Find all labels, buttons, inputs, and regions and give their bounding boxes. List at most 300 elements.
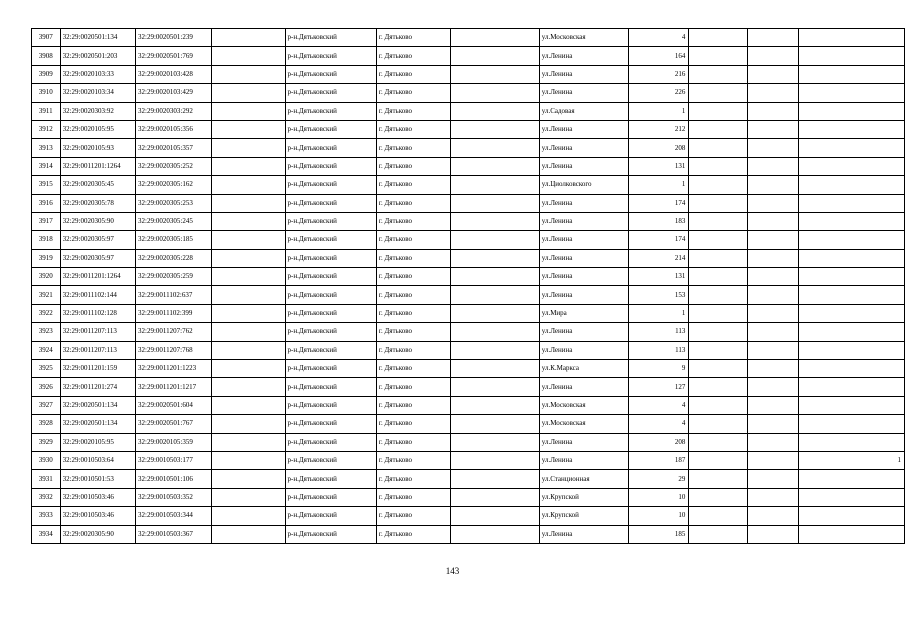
row-number-cell: 3922 xyxy=(32,304,61,322)
blank-cell-cell xyxy=(451,212,539,230)
cadastral-number-cell: 32:29:0020103:34 xyxy=(60,84,135,102)
blank-cell-cell xyxy=(689,157,748,175)
blank-cell-cell xyxy=(748,378,799,396)
cadastral-number-cell: 32:29:0020501:203 xyxy=(60,47,135,65)
table-row xyxy=(32,525,905,543)
house-number-cell: 226 xyxy=(629,84,689,102)
street-cell: ул.Крупской xyxy=(539,488,629,506)
blank-cell-cell xyxy=(212,304,285,322)
blank-cell-cell xyxy=(748,470,799,488)
street-cell: ул.Ленина xyxy=(539,231,629,249)
street-cell: ул.Ленина xyxy=(539,341,629,359)
page-number: 143 xyxy=(445,566,460,576)
house-number-cell: 10 xyxy=(629,488,689,506)
house-number-cell: 208 xyxy=(629,433,689,451)
table-row xyxy=(32,304,905,322)
object-cadastral-number-cell: 32:29:0020305:228 xyxy=(136,249,212,267)
object-cadastral-number-cell: 32:29:0011102:637 xyxy=(136,286,212,304)
blank-cell-cell xyxy=(748,304,799,322)
district-cell: р-н.Дятьковский xyxy=(285,47,376,65)
object-cadastral-number-cell: 32:29:0020501:769 xyxy=(136,47,212,65)
street-cell: ул.Ленина xyxy=(539,139,629,157)
blank-cell-cell xyxy=(689,507,748,525)
row-number-cell: 3932 xyxy=(32,488,61,506)
row-number-cell: 3907 xyxy=(32,29,61,47)
street-cell: ул.Ленина xyxy=(539,286,629,304)
flag-value-cell xyxy=(799,433,905,451)
cadastral-number-cell: 32:29:0020305:97 xyxy=(60,249,135,267)
object-cadastral-number-cell: 32:29:0020105:359 xyxy=(136,433,212,451)
cadastral-number-cell: 32:29:0020105:95 xyxy=(60,120,135,138)
blank-cell-cell xyxy=(748,415,799,433)
row-number-cell: 3909 xyxy=(32,65,61,83)
blank-cell-cell xyxy=(212,268,285,286)
blank-cell-cell xyxy=(451,120,539,138)
blank-cell-cell xyxy=(748,488,799,506)
blank-cell-cell xyxy=(689,470,748,488)
object-cadastral-number-cell: 32:29:0020305:162 xyxy=(136,176,212,194)
city-cell: г. Дятьково xyxy=(376,139,450,157)
blank-cell-cell xyxy=(689,286,748,304)
blank-cell-cell xyxy=(748,341,799,359)
blank-cell-cell xyxy=(212,396,285,414)
district-cell: р-н.Дятьковский xyxy=(285,396,376,414)
blank-cell-cell xyxy=(212,451,285,469)
table-row xyxy=(32,378,905,396)
cadastral-number-cell: 32:29:0011102:128 xyxy=(60,304,135,322)
blank-cell-cell xyxy=(451,378,539,396)
city-cell: г. Дятьково xyxy=(376,231,450,249)
blank-cell-cell xyxy=(748,212,799,230)
house-number-cell: 208 xyxy=(629,139,689,157)
house-number-cell: 174 xyxy=(629,194,689,212)
row-number-cell: 3927 xyxy=(32,396,61,414)
cadastral-number-cell: 32:29:0011201:274 xyxy=(60,378,135,396)
table-row xyxy=(32,451,905,469)
table-row xyxy=(32,120,905,138)
object-cadastral-number-cell: 32:29:0011201:1223 xyxy=(136,360,212,378)
table-row xyxy=(32,249,905,267)
blank-cell-cell xyxy=(689,525,748,543)
row-number-cell: 3910 xyxy=(32,84,61,102)
blank-cell-cell xyxy=(451,488,539,506)
table-row xyxy=(32,139,905,157)
blank-cell-cell xyxy=(451,249,539,267)
row-number-cell: 3908 xyxy=(32,47,61,65)
blank-cell-cell xyxy=(212,525,285,543)
city-cell: г. Дятьково xyxy=(376,102,450,120)
house-number-cell: 187 xyxy=(629,451,689,469)
blank-cell-cell xyxy=(451,231,539,249)
cadastral-number-cell: 32:29:0020305:90 xyxy=(60,212,135,230)
object-cadastral-number-cell: 32:29:0020105:357 xyxy=(136,139,212,157)
street-cell: ул.Ленина xyxy=(539,120,629,138)
street-cell: ул.К.Маркса xyxy=(539,360,629,378)
city-cell: г. Дятьково xyxy=(376,249,450,267)
flag-value-cell xyxy=(799,102,905,120)
street-cell: ул.Ленина xyxy=(539,433,629,451)
district-cell: р-н.Дятьковский xyxy=(285,415,376,433)
object-cadastral-number-cell: 32:29:0020305:259 xyxy=(136,268,212,286)
district-cell: р-н.Дятьковский xyxy=(285,360,376,378)
blank-cell-cell xyxy=(689,360,748,378)
blank-cell-cell xyxy=(689,249,748,267)
house-number-cell: 1 xyxy=(629,176,689,194)
district-cell: р-н.Дятьковский xyxy=(285,470,376,488)
city-cell: г. Дятьково xyxy=(376,525,450,543)
blank-cell-cell xyxy=(212,47,285,65)
blank-cell-cell xyxy=(451,360,539,378)
blank-cell-cell xyxy=(212,65,285,83)
blank-cell-cell xyxy=(451,268,539,286)
flag-value-cell xyxy=(799,507,905,525)
cadastral-number-cell: 32:29:0020305:45 xyxy=(60,176,135,194)
street-cell: ул.Московская xyxy=(539,396,629,414)
row-number-cell: 3916 xyxy=(32,194,61,212)
city-cell: г. Дятьково xyxy=(376,47,450,65)
street-cell: ул.Ленина xyxy=(539,194,629,212)
house-number-cell: 4 xyxy=(629,396,689,414)
blank-cell-cell xyxy=(689,304,748,322)
object-cadastral-number-cell: 32:29:0011102:399 xyxy=(136,304,212,322)
district-cell: р-н.Дятьковский xyxy=(285,286,376,304)
table-row xyxy=(32,29,905,47)
flag-value-cell xyxy=(799,47,905,65)
blank-cell-cell xyxy=(748,249,799,267)
blank-cell-cell xyxy=(212,157,285,175)
blank-cell-cell xyxy=(212,470,285,488)
blank-cell-cell xyxy=(689,120,748,138)
table-row xyxy=(32,176,905,194)
row-number-cell: 3925 xyxy=(32,360,61,378)
street-cell: ул.Ленина xyxy=(539,65,629,83)
table-row xyxy=(32,396,905,414)
blank-cell-cell xyxy=(212,120,285,138)
house-number-cell: 212 xyxy=(629,120,689,138)
blank-cell-cell xyxy=(212,139,285,157)
table-row xyxy=(32,286,905,304)
street-cell: ул.Ленина xyxy=(539,84,629,102)
house-number-cell: 164 xyxy=(629,47,689,65)
cadastral-number-cell: 32:29:0020105:95 xyxy=(60,433,135,451)
street-cell: ул.Ленина xyxy=(539,451,629,469)
blank-cell-cell xyxy=(451,341,539,359)
blank-cell-cell xyxy=(212,212,285,230)
street-cell: ул.Мира xyxy=(539,304,629,322)
city-cell: г. Дятьково xyxy=(376,451,450,469)
table-row xyxy=(32,212,905,230)
blank-cell-cell xyxy=(689,415,748,433)
blank-cell-cell xyxy=(748,102,799,120)
row-number-cell: 3921 xyxy=(32,286,61,304)
table-row xyxy=(32,470,905,488)
registry-table xyxy=(31,28,905,544)
house-number-cell: 1 xyxy=(629,102,689,120)
city-cell: г. Дятьково xyxy=(376,212,450,230)
blank-cell-cell xyxy=(451,286,539,304)
table-row xyxy=(32,194,905,212)
city-cell: г. Дятьково xyxy=(376,507,450,525)
object-cadastral-number-cell: 32:29:0020501:239 xyxy=(136,29,212,47)
object-cadastral-number-cell: 32:29:0020105:356 xyxy=(136,120,212,138)
blank-cell-cell xyxy=(689,47,748,65)
object-cadastral-number-cell: 32:29:0020305:185 xyxy=(136,231,212,249)
street-cell: ул.Ленина xyxy=(539,47,629,65)
flag-value-cell xyxy=(799,194,905,212)
house-number-cell: 4 xyxy=(629,415,689,433)
blank-cell-cell xyxy=(451,396,539,414)
blank-cell-cell xyxy=(689,176,748,194)
object-cadastral-number-cell: 32:29:0011207:762 xyxy=(136,323,212,341)
object-cadastral-number-cell: 32:29:0010501:106 xyxy=(136,470,212,488)
cadastral-number-cell: 32:29:0011201:1264 xyxy=(60,268,135,286)
street-cell: ул.Ленина xyxy=(539,525,629,543)
blank-cell-cell xyxy=(689,451,748,469)
city-cell: г. Дятьково xyxy=(376,194,450,212)
row-number-cell: 3915 xyxy=(32,176,61,194)
row-number-cell: 3926 xyxy=(32,378,61,396)
blank-cell-cell xyxy=(689,323,748,341)
district-cell: р-н.Дятьковский xyxy=(285,65,376,83)
district-cell: р-н.Дятьковский xyxy=(285,139,376,157)
blank-cell-cell xyxy=(748,139,799,157)
blank-cell-cell xyxy=(212,194,285,212)
flag-value-cell xyxy=(799,415,905,433)
flag-value-cell xyxy=(799,212,905,230)
city-cell: г. Дятьково xyxy=(376,304,450,322)
flag-value-cell: 1 xyxy=(799,451,905,469)
blank-cell-cell xyxy=(689,268,748,286)
blank-cell-cell xyxy=(748,360,799,378)
district-cell: р-н.Дятьковский xyxy=(285,157,376,175)
table-row xyxy=(32,341,905,359)
flag-value-cell xyxy=(799,231,905,249)
blank-cell-cell xyxy=(212,84,285,102)
table-row xyxy=(32,157,905,175)
blank-cell-cell xyxy=(689,139,748,157)
row-number-cell: 3934 xyxy=(32,525,61,543)
street-cell: ул.Садовая xyxy=(539,102,629,120)
cadastral-number-cell: 32:29:0020105:93 xyxy=(60,139,135,157)
cadastral-number-cell: 32:29:0020501:134 xyxy=(60,415,135,433)
district-cell: р-н.Дятьковский xyxy=(285,102,376,120)
blank-cell-cell xyxy=(212,29,285,47)
blank-cell-cell xyxy=(451,84,539,102)
table-row xyxy=(32,507,905,525)
blank-cell-cell xyxy=(451,65,539,83)
street-cell: ул.Московская xyxy=(539,29,629,47)
district-cell: р-н.Дятьковский xyxy=(285,212,376,230)
blank-cell-cell xyxy=(689,65,748,83)
district-cell: р-н.Дятьковский xyxy=(285,323,376,341)
city-cell: г. Дятьково xyxy=(376,488,450,506)
blank-cell-cell xyxy=(748,65,799,83)
blank-cell-cell xyxy=(748,157,799,175)
blank-cell-cell xyxy=(212,415,285,433)
blank-cell-cell xyxy=(451,194,539,212)
district-cell: р-н.Дятьковский xyxy=(285,525,376,543)
district-cell: р-н.Дятьковский xyxy=(285,194,376,212)
cadastral-number-cell: 32:29:0011201:1264 xyxy=(60,157,135,175)
street-cell: ул.Крупской xyxy=(539,507,629,525)
street-cell: ул.Станционная xyxy=(539,470,629,488)
blank-cell-cell xyxy=(689,29,748,47)
row-number-cell: 3931 xyxy=(32,470,61,488)
flag-value-cell xyxy=(799,268,905,286)
blank-cell-cell xyxy=(451,433,539,451)
object-cadastral-number-cell: 32:29:0020305:252 xyxy=(136,157,212,175)
city-cell: г. Дятьково xyxy=(376,415,450,433)
city-cell: г. Дятьково xyxy=(376,29,450,47)
house-number-cell: 113 xyxy=(629,323,689,341)
blank-cell-cell xyxy=(451,157,539,175)
flag-value-cell xyxy=(799,341,905,359)
street-cell: ул.Циолковского xyxy=(539,176,629,194)
house-number-cell: 9 xyxy=(629,360,689,378)
blank-cell-cell xyxy=(212,102,285,120)
house-number-cell: 153 xyxy=(629,286,689,304)
city-cell: г. Дятьково xyxy=(376,84,450,102)
house-number-cell: 214 xyxy=(629,249,689,267)
blank-cell-cell xyxy=(212,231,285,249)
blank-cell-cell xyxy=(748,268,799,286)
table-row xyxy=(32,268,905,286)
blank-cell-cell xyxy=(748,47,799,65)
flag-value-cell xyxy=(799,249,905,267)
blank-cell-cell xyxy=(212,249,285,267)
flag-value-cell xyxy=(799,488,905,506)
object-cadastral-number-cell: 32:29:0011201:1217 xyxy=(136,378,212,396)
table-row xyxy=(32,102,905,120)
table-body xyxy=(32,29,905,544)
blank-cell-cell xyxy=(748,120,799,138)
object-cadastral-number-cell: 32:29:0020501:604 xyxy=(136,396,212,414)
district-cell: р-н.Дятьковский xyxy=(285,29,376,47)
flag-value-cell xyxy=(799,176,905,194)
district-cell: р-н.Дятьковский xyxy=(285,231,376,249)
flag-value-cell xyxy=(799,65,905,83)
city-cell: г. Дятьково xyxy=(376,378,450,396)
house-number-cell: 29 xyxy=(629,470,689,488)
city-cell: г. Дятьково xyxy=(376,396,450,414)
blank-cell-cell xyxy=(748,451,799,469)
blank-cell-cell xyxy=(212,507,285,525)
object-cadastral-number-cell: 32:29:0020305:245 xyxy=(136,212,212,230)
house-number-cell: 131 xyxy=(629,268,689,286)
flag-value-cell xyxy=(799,29,905,47)
table-row xyxy=(32,65,905,83)
house-number-cell: 216 xyxy=(629,65,689,83)
blank-cell-cell xyxy=(748,507,799,525)
district-cell: р-н.Дятьковский xyxy=(285,176,376,194)
object-cadastral-number-cell: 32:29:0010503:177 xyxy=(136,451,212,469)
flag-value-cell xyxy=(799,84,905,102)
row-number-cell: 3928 xyxy=(32,415,61,433)
cadastral-number-cell: 32:29:0010503:46 xyxy=(60,507,135,525)
house-number-cell: 4 xyxy=(629,29,689,47)
table-row xyxy=(32,323,905,341)
city-cell: г. Дятьково xyxy=(376,268,450,286)
blank-cell-cell xyxy=(689,84,748,102)
city-cell: г. Дятьково xyxy=(376,341,450,359)
district-cell: р-н.Дятьковский xyxy=(285,451,376,469)
cadastral-number-cell: 32:29:0010501:53 xyxy=(60,470,135,488)
blank-cell-cell xyxy=(748,194,799,212)
cadastral-number-cell: 32:29:0020305:97 xyxy=(60,231,135,249)
blank-cell-cell xyxy=(689,433,748,451)
object-cadastral-number-cell: 32:29:0010503:344 xyxy=(136,507,212,525)
cadastral-number-cell: 32:29:0011207:113 xyxy=(60,341,135,359)
flag-value-cell xyxy=(799,304,905,322)
blank-cell-cell xyxy=(748,29,799,47)
blank-cell-cell xyxy=(212,341,285,359)
blank-cell-cell xyxy=(451,525,539,543)
blank-cell-cell xyxy=(748,176,799,194)
blank-cell-cell xyxy=(451,139,539,157)
blank-cell-cell xyxy=(748,396,799,414)
blank-cell-cell xyxy=(451,323,539,341)
city-cell: г. Дятьково xyxy=(376,470,450,488)
house-number-cell: 174 xyxy=(629,231,689,249)
blank-cell-cell xyxy=(451,176,539,194)
object-cadastral-number-cell: 32:29:0020501:767 xyxy=(136,415,212,433)
table-row xyxy=(32,360,905,378)
district-cell: р-н.Дятьковский xyxy=(285,268,376,286)
object-cadastral-number-cell: 32:29:0010503:367 xyxy=(136,525,212,543)
blank-cell-cell xyxy=(212,360,285,378)
blank-cell-cell xyxy=(451,451,539,469)
blank-cell-cell xyxy=(748,433,799,451)
blank-cell-cell xyxy=(212,176,285,194)
district-cell: р-н.Дятьковский xyxy=(285,433,376,451)
cadastral-number-cell: 32:29:0011201:159 xyxy=(60,360,135,378)
city-cell: г. Дятьково xyxy=(376,176,450,194)
house-number-cell: 10 xyxy=(629,507,689,525)
blank-cell-cell xyxy=(451,102,539,120)
table-row xyxy=(32,231,905,249)
city-cell: г. Дятьково xyxy=(376,433,450,451)
blank-cell-cell xyxy=(689,341,748,359)
district-cell: р-н.Дятьковский xyxy=(285,341,376,359)
house-number-cell: 183 xyxy=(629,212,689,230)
flag-value-cell xyxy=(799,360,905,378)
blank-cell-cell xyxy=(451,415,539,433)
district-cell: р-н.Дятьковский xyxy=(285,507,376,525)
blank-cell-cell xyxy=(748,231,799,249)
cadastral-number-cell: 32:29:0020103:33 xyxy=(60,65,135,83)
blank-cell-cell xyxy=(451,29,539,47)
object-cadastral-number-cell: 32:29:0020103:429 xyxy=(136,84,212,102)
object-cadastral-number-cell: 32:29:0020305:253 xyxy=(136,194,212,212)
house-number-cell: 131 xyxy=(629,157,689,175)
blank-cell-cell xyxy=(212,323,285,341)
row-number-cell: 3924 xyxy=(32,341,61,359)
blank-cell-cell xyxy=(451,507,539,525)
row-number-cell: 3913 xyxy=(32,139,61,157)
cadastral-number-cell: 32:29:0020501:134 xyxy=(60,29,135,47)
object-cadastral-number-cell: 32:29:0010503:352 xyxy=(136,488,212,506)
table-row xyxy=(32,47,905,65)
cadastral-number-cell: 32:29:0010503:64 xyxy=(60,451,135,469)
flag-value-cell xyxy=(799,157,905,175)
object-cadastral-number-cell: 32:29:0020103:428 xyxy=(136,65,212,83)
row-number-cell: 3929 xyxy=(32,433,61,451)
cadastral-number-cell: 32:29:0011207:113 xyxy=(60,323,135,341)
blank-cell-cell xyxy=(689,488,748,506)
flag-value-cell xyxy=(799,120,905,138)
blank-cell-cell xyxy=(748,286,799,304)
flag-value-cell xyxy=(799,286,905,304)
